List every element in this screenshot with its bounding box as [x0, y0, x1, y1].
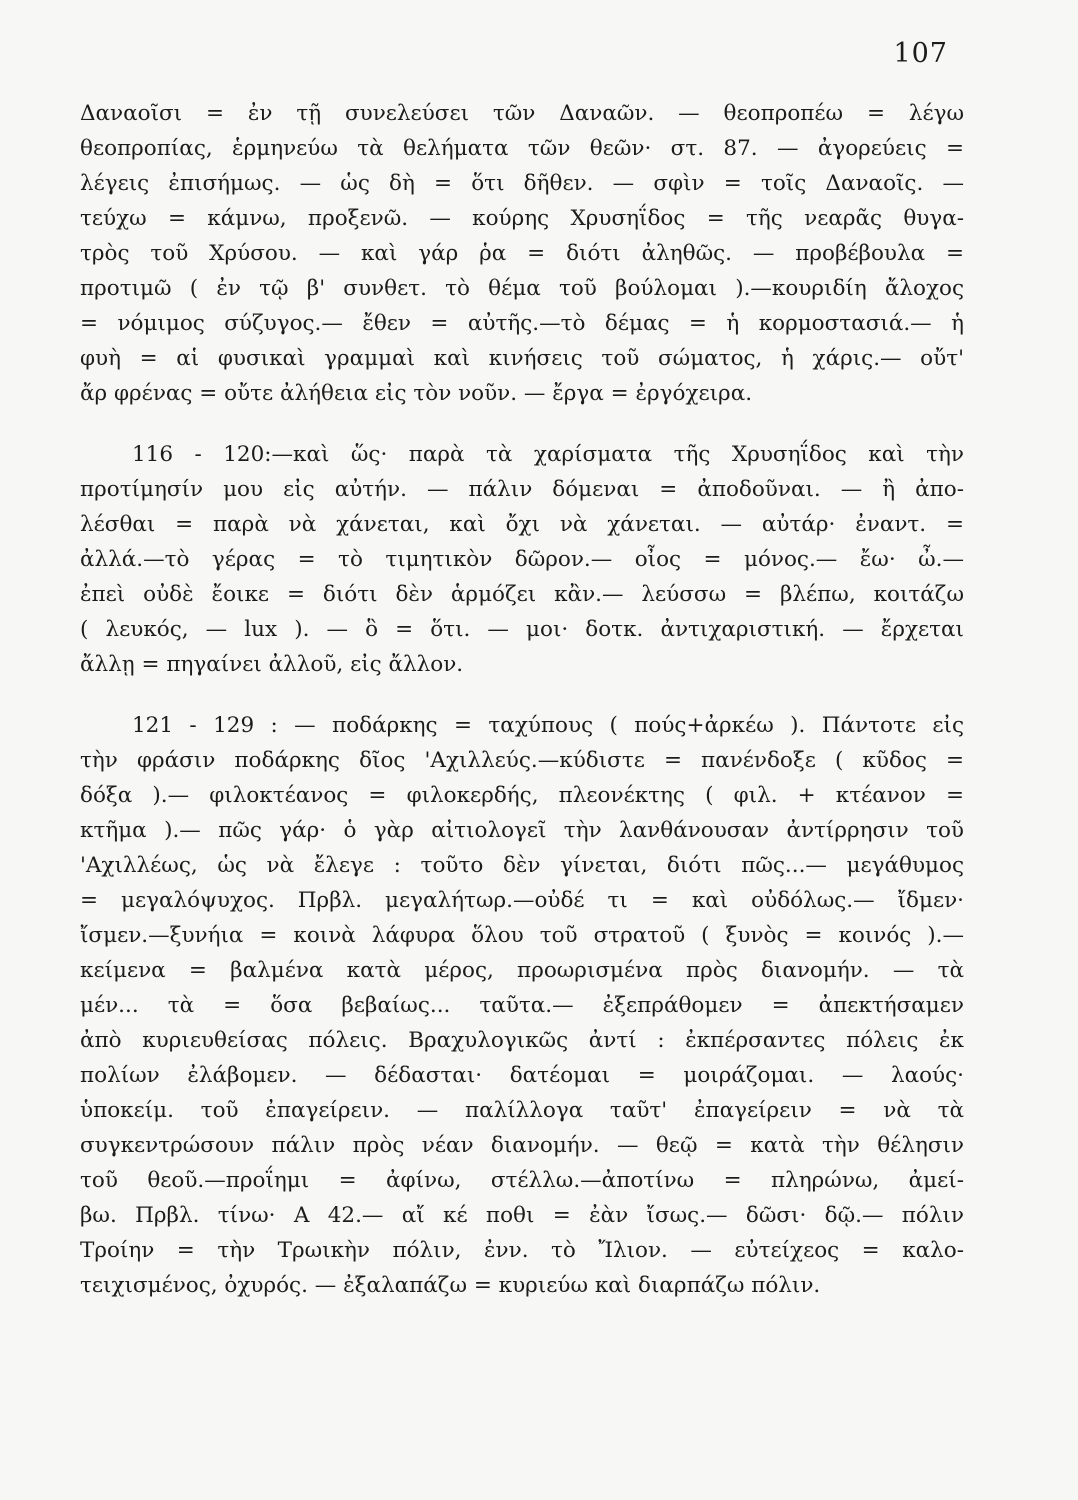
text-line: ἐπεὶ οὐδὲ ἔοικε = διότι δὲν ἁρμόζει κἂν.— λεύσσω = βλέπω, κοιτάζω: [80, 582, 964, 607]
text-line: θεοπροπίας, ἑρμηνεύω τὰ θελήματα τῶν θεῶν· στ. 87. — ἀγορεύεις =: [80, 136, 964, 161]
text-line: ἀπὸ κυριευθείσας πόλεις. Βραχυλογικῶς ἀντί : ἐκπέρσαντες πόλεις ἐκ: [80, 1028, 964, 1053]
page-number: 107: [893, 38, 948, 69]
text-line: βω. Πρβλ. τίνω· Α 42.— αἴ κέ ποθι = ἐὰν ἴσως.— δῶσι· δῷ.— πόλιν: [80, 1203, 964, 1228]
text-line: φυὴ = αἱ φυσικαὶ γραμμαὶ καὶ κινήσεις τοῦ σώματος, ἡ χάρις.— οὔτ': [80, 346, 964, 371]
text-line: = μεγαλόψυχος. Πρβλ. μεγαλήτωρ.—οὐδέ τι = καὶ οὐδόλως.— ἴδμεν·: [80, 888, 964, 913]
text-line: μέν... τὰ = ὅσα βεβαίως... ταῦτα.— ἐξεπράθομεν = ἀπεκτήσαμεν: [80, 993, 964, 1018]
text-line: συγκεντρώσουν πάλιν πρὸς νέαν διανομήν. — θεῷ = κατὰ τὴν θέλησιν: [80, 1133, 964, 1158]
text-line: κτῆμα ).— πῶς γάρ· ὁ γὰρ αἰτιολογεῖ τὴν λανθάνουσαν ἀντίρρησιν τοῦ: [80, 818, 964, 843]
text-line: τεύχω = κάμνω, προξενῶ. — κούρης Χρυσηΐδος = τῆς νεαρᾶς θυγα-: [80, 206, 964, 231]
paragraph-3: [80, 708, 964, 1303]
commentary-text: [80, 96, 964, 1303]
text-line: ἄρ φρένας = οὔτε ἀλήθεια εἰς τὸν νοῦν. — ἔργα = ἐργόχειρα.: [80, 381, 753, 406]
text-line: τὴν φράσιν ποδάρκης δῖος 'Αχιλλεύς.—κύδιστε = πανένδοξε ( κῦδος =: [80, 748, 964, 773]
text-line: λέσθαι = παρὰ νὰ χάνεται, καὶ ὄχι νὰ χάνεται. — αὐτάρ· ἐναντ. =: [80, 512, 964, 537]
text-line: 116 - 120:—καὶ ὥς· παρὰ τὰ χαρίσματα τῆς Χρυσηΐδος καὶ τὴν: [132, 442, 964, 467]
text-line: πολίων ἐλάβομεν. — δέδασται· δατέομαι = μοιράζομαι. — λαούς·: [80, 1063, 964, 1088]
text-line: ἀλλά.—τὸ γέρας = τὸ τιμητικὸν δῶρον.— οἶος = μόνος.— ἔω· ὦ.—: [80, 547, 964, 572]
text-line: 121 - 129 : — ποδάρκης = ταχύπους ( πούς+ἀρκέω ). Πάντοτε εἰς: [132, 713, 964, 738]
text-line: λέγεις ἐπισήμως. — ὡς δὴ = ὅτι δῆθεν. — σφὶν = τοῖς Δαναοῖς. —: [80, 171, 964, 196]
text-line: ἴσμεν.—ξυνήια = κοινὰ λάφυρα ὅλου τοῦ στρατοῦ ( ξυνὸς = κοινός ).—: [80, 923, 964, 948]
paragraph-1: [80, 96, 964, 411]
paragraph-2: [80, 437, 964, 682]
text-line: τοῦ θεοῦ.—προΐημι = ἀφίνω, στέλλω.—ἀποτίνω = πληρώνω, ἀμεί-: [80, 1168, 964, 1193]
text-line: Τροίην = τὴν Τρωικὴν πόλιν, ἐνν. τὸ Ἴλιον. — εὐτείχεος = καλο-: [80, 1238, 964, 1263]
text-line: προτίμησίν μου εἰς αὐτήν. — πάλιν δόμεναι = ἀποδοῦναι. — ἢ ἀπο-: [80, 477, 964, 502]
text-line: ( λευκός, — lux ). — ὃ = ὅτι. — μοι· δοτκ. ἀντιχαριστική. — ἔρχεται: [80, 617, 964, 642]
text-line: προτιμῶ ( ἐν τῷ β' συνθετ. τὸ θέμα τοῦ βούλομαι ).—κουριδίη ἄλοχος: [80, 276, 964, 301]
text-line: τρὸς τοῦ Χρύσου. — καὶ γάρ ῥα = διότι ἀληθῶς. — προβέβουλα =: [80, 241, 964, 266]
text-line: Δαναοῖσι = ἐν τῇ συνελεύσει τῶν Δαναῶν. — θεοπροπέω = λέγω: [80, 101, 964, 126]
text-line: ὑποκείμ. τοῦ ἐπαγείρειν. — παλίλλογα ταῦτ' ἐπαγείρειν = νὰ τὰ: [80, 1098, 964, 1123]
text-line: κείμενα = βαλμένα κατὰ μέρος, προωρισμένα πρὸς διανομήν. — τὰ: [80, 958, 964, 983]
text-line: = νόμιμος σύζυγος.— ἔθεν = αὐτῆς.—τὸ δέμας = ἡ κορμοστασιά.— ἡ: [80, 311, 964, 336]
text-line: ἄλλῃ = πηγαίνει ἀλλοῦ, εἰς ἄλλον.: [80, 652, 464, 677]
text-line: τειχισμένος, ὀχυρός. — ἐξαλαπάζω = κυριεύω καὶ διαρπάζω πόλιν.: [80, 1273, 821, 1298]
text-line: δόξα ).— φιλοκτέανος = φιλοκερδής, πλεονέκτης ( φιλ. + κτέανον =: [80, 783, 964, 808]
text-line: 'Αχιλλέως, ὡς νὰ ἔλεγε : τοῦτο δὲν γίνεται, διότι πῶς...— μεγάθυμος: [80, 853, 964, 878]
